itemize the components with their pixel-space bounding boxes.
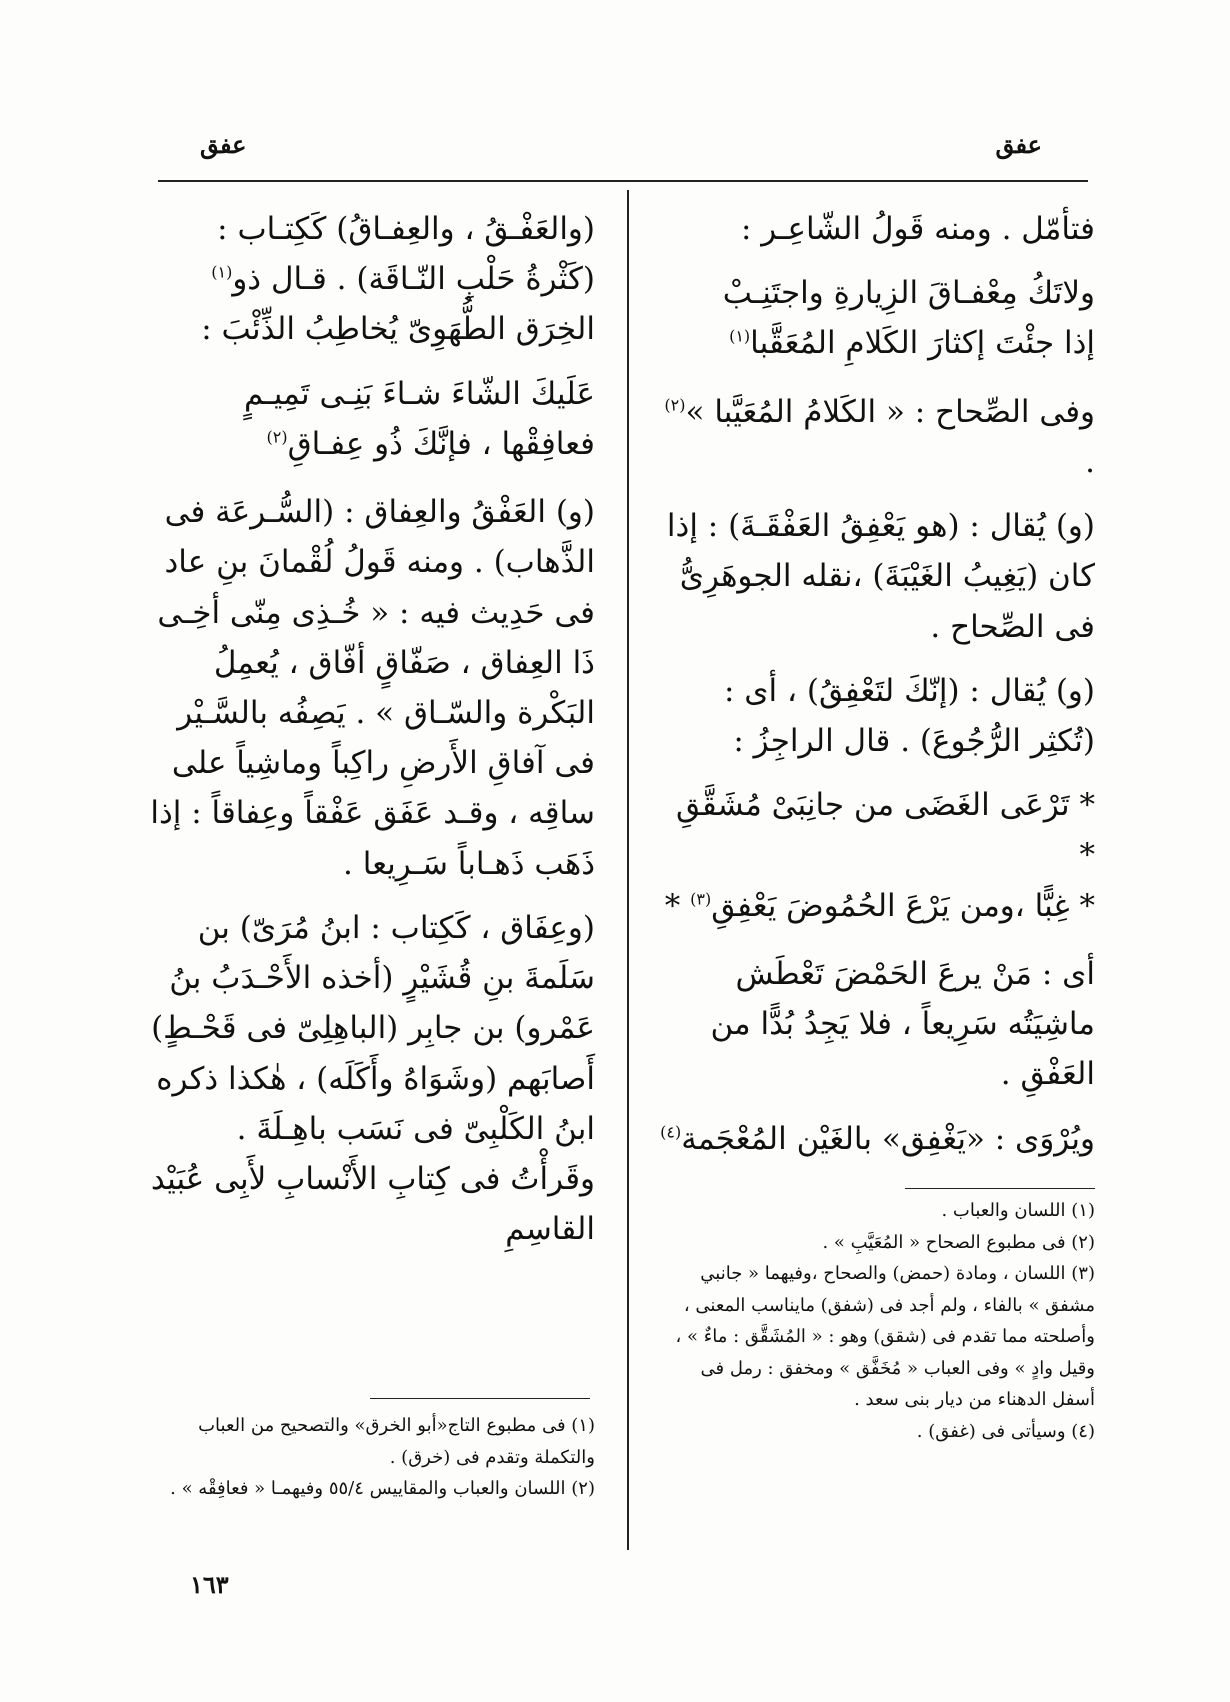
header-rule [158, 180, 1088, 182]
left-column [150, 204, 595, 1268]
left-footnote-2: (٢) اللسان والعباب والمقاييس ٥٥/٤ وفيهمـا « فعافِقْه » . [170, 1478, 595, 1499]
right-footnotes [655, 1195, 1095, 1447]
right-column [655, 204, 1095, 1178]
right-footnote-4: (٤) وسيأتى فى (غفق) . [916, 1420, 1095, 1442]
right-paragraph-2-text: وفى الصِّحاح : « الكَلامُ المُعَيَّبا » [685, 393, 1095, 430]
right-paragraph-1: فتأمّل . ومنه قَولُ الشّاعِـر : [740, 211, 1095, 247]
right-footnote-2: (٢) فى مطبوع الصحاح « المُعَيَّبِ » . [822, 1231, 1095, 1253]
right-paragraph-6 [655, 1114, 1095, 1164]
right-verse-2-line-2 [655, 881, 1095, 931]
left-paragraph-1-continued: الخِرَق الطُّهَوِىّ يُخاطِبُ الذِّئْبَ : [201, 311, 595, 348]
left-verse-1-line-2 [150, 419, 595, 469]
right-paragraph-4: (و) يُقال : (إنّكَ لتَعْفِقُ) ، أى : (تُكثِر الرُّجُوعَ) . قال الراجِزُ : [723, 672, 1095, 759]
left-verse-1 [150, 369, 595, 469]
right-verse-1 [655, 268, 1095, 368]
running-head-right: عفق [995, 130, 1042, 159]
right-footnote-1: (١) اللسان والعباب . [941, 1200, 1095, 1221]
running-head-left: عفق [200, 130, 247, 159]
left-paragraph-3: (وعِفَاق ، كَكِتاب : ابنُ مُرَىّ) بن سَلَمةَ بنِ قُشَيْرٍ (أخذه الأَحْـدَبُ بنُ عَمْرو) بن جابِر (الباهِلِىّ فى قَحْـطٍ) أَصابَهم (وشَوَاهُ وأَكَلَه) ، هٰكذا ذكره ابنُ الكَلْبِىّ فى نَسَب باهِـلَةَ . وقَرأْتُ فى كِتابِ الأَنْسابِ لأَبِى عُبَيْد القاسِمِ [150, 909, 595, 1248]
right-paragraph-5: أى : مَنْ يرعَ الحَمْضَ تَعْطَش ماشِيَتُه سَرِيعاً ، فلا يَجِدُ بُدًّا من العَفْقِ . [710, 955, 1095, 1093]
footnote-rule-left [370, 1398, 590, 1399]
right-footnote-3: (٣) اللسان ، ومادة (حمض) والصحاح ،وفيهما « جانبي مشفق » بالفاء ، ولم أجد فى (شفق) مايناسب المعنى ، وأصلحته مما تقدم فى (شقق) وهو : « المُشَقَّق : ماءٌ » ، وقيل وادٍ » وفى العباب « مُخَفَّق » ومخفق : رمل فى أسفل الدهناء من ديار بنى سعد . [675, 1263, 1095, 1410]
left-paragraph-1-text: (والعَفْـقُ ، والعِفـاقُ) كَكِتـاب : (كَثْرةُ حَلْبِ النّـاقَة) . قـال ذو [217, 211, 595, 298]
right-paragraph-2-end: . [1085, 443, 1095, 480]
left-paragraph-1 [150, 204, 595, 355]
left-verse-1-line-2-text: فعافِقْها ، فإنَّكَ ذُو عِفـاقِ [287, 425, 595, 462]
right-verse-1-line-1: ولاتَكُ مِعْفـاقَ الزِيارةِ واجتَنِـبْ [722, 275, 1095, 312]
right-paragraph-3: (و) يُقال : (هو يَعْفِقُ العَفْقَـةَ) : إذا كان (يَغِيبُ الغَيْبَةَ) ،نقله الجوهَرِىُّ فى الصِّحاح . [666, 508, 1095, 645]
left-footnote-1: (١) فى مطبوع التاج«أبو الخرق» والتصحيح من العباب والتكملة وتقدم فى (خرق) . [198, 1415, 595, 1468]
right-verse-2 [655, 780, 1095, 931]
column-divider [627, 190, 629, 1550]
left-footnotes [150, 1410, 595, 1505]
left-verse-1-line-1: عَلَيكَ الشّاءَ شـاءَ بَنِـى تَمِيـمٍ [244, 375, 595, 412]
right-verse-1-line-2-text: إذا جئْتَ إكثارَ الكَلامِ المُعَقَّبا [750, 325, 1095, 362]
right-paragraph-6-text: ويُرْوَى : «يَغْفِق» بالغَيْن المُعْجَمة [681, 1120, 1095, 1157]
footnote-marker: (٤) [660, 1122, 682, 1142]
right-verse-2-line-2-text: * غِبًّا ،ومن يَرْعَ الحُمُوضَ يَعْفِقِ [711, 887, 1095, 924]
footnote-marker: (٣) [690, 889, 712, 909]
page-number: ١٦٣ [190, 1570, 229, 1599]
right-verse-2-line-1: * تَرْعَى الغَضَى من جانِبَىْ مُشَقَّقِ * [676, 787, 1095, 874]
right-paragraph-2 [655, 387, 1095, 487]
footnote-marker: (١) [729, 327, 751, 347]
footnote-marker: (٢) [664, 395, 686, 415]
left-paragraph-2: (و) العَفْقُ والعِفاق : (السُّـرعَة فى الذَّهاب) . ومنه قَولُ لُقْمانَ بنِ عاد فى حَدِيث فيه : « خُـذِى مِنّى أخِـى ذَا العِفاق ، صَفّاقٍ أفّاق ، يُعمِلُ البَكْرة والسّـاق » . يَصِفُه بالسَّـيْر فى آفاقِ الأَرضِ راكِباً وماشِياً على ساقِه ، وقـد عَفَق عَفْقاً وعِفاقاً : إذا ذَهَب ذَهـاباً سَـرِيعا . [150, 494, 595, 882]
footnote-rule-right [905, 1188, 1095, 1189]
right-verse-1-line-2 [655, 318, 1095, 368]
footnote-marker: (١) [211, 262, 233, 282]
right-verse-2-end: * [664, 887, 681, 924]
footnote-marker: (٢) [266, 427, 288, 447]
